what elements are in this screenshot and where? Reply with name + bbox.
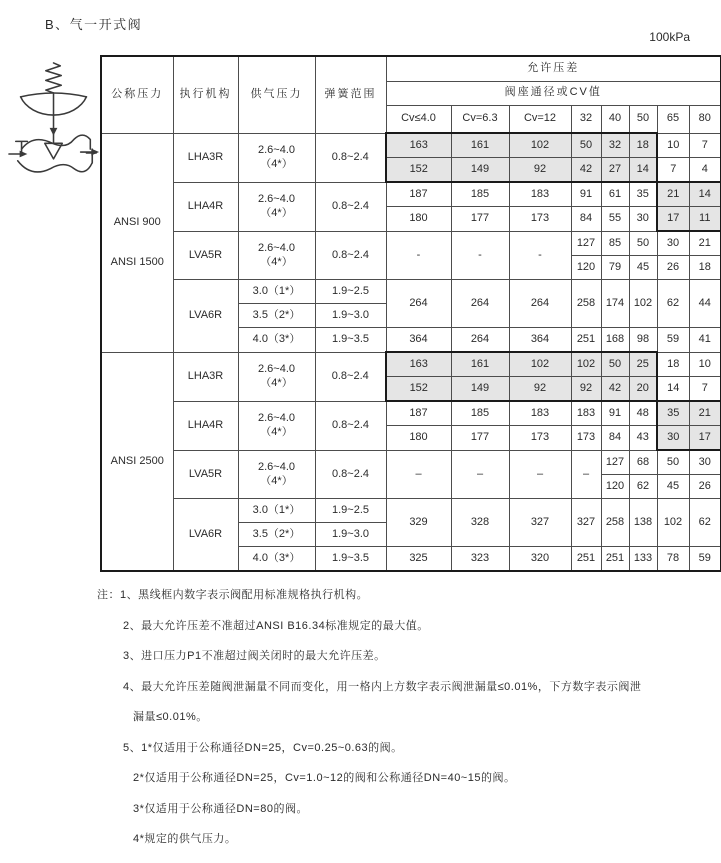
actuator-cell: LVA5R: [173, 231, 238, 280]
value-cell: –: [451, 450, 509, 499]
value-cell: –: [509, 450, 571, 499]
value-cell: -: [386, 231, 451, 280]
value-cell: 173: [509, 207, 571, 232]
value-cell: 320: [509, 547, 571, 572]
table-row: [101, 450, 721, 475]
value-cell: –: [386, 450, 451, 499]
value-cell: 264: [451, 280, 509, 328]
supply-pressure-cell: 3.0（1*）: [238, 280, 315, 304]
seat-diameter-cv-header: 阀座通径或CV值: [386, 81, 721, 105]
value-cell: 59: [657, 328, 689, 353]
unit-label: 100kPa: [649, 30, 690, 44]
actuator-cell: LVA6R: [173, 280, 238, 353]
actuator-cell: LVA5R: [173, 450, 238, 499]
spring-range-cell: 1.9~3.5: [315, 328, 386, 353]
note-line: 3*仅适用于公称通径DN=80的阀。: [133, 802, 308, 815]
value-cell: 102: [571, 352, 601, 377]
value-cell: 26: [657, 256, 689, 280]
value-cell: 91: [601, 401, 629, 426]
value-cell: 92: [509, 377, 571, 402]
spec-table: [100, 55, 721, 572]
value-cell: 258: [601, 499, 629, 547]
value-cell: -: [451, 231, 509, 280]
value-cell: 133: [629, 547, 657, 572]
value-cell: 187: [386, 182, 451, 207]
table-row: [101, 133, 721, 158]
value-cell: 25: [629, 352, 657, 377]
value-cell: 173: [509, 426, 571, 451]
supply-pressure-cell: 3.0（1*）: [238, 499, 315, 523]
inlet-arrow: [20, 151, 28, 158]
value-cell: 180: [386, 207, 451, 232]
cv-column-header: 32: [571, 105, 601, 133]
value-cell: 7: [657, 158, 689, 183]
value-cell: 55: [601, 207, 629, 232]
actuator-cell: LVA6R: [173, 499, 238, 572]
value-cell: 4: [689, 158, 721, 183]
supply-pressure-cell: 2.6~4.0 （4*）: [238, 450, 315, 499]
actuator-cell: LHA3R: [173, 352, 238, 401]
value-cell: 177: [451, 426, 509, 451]
value-cell: 102: [629, 280, 657, 328]
value-cell: 62: [689, 499, 721, 547]
column-header: 弹簧范围: [315, 56, 386, 133]
value-cell: 79: [601, 256, 629, 280]
spring-range-cell: 0.8~2.4: [315, 133, 386, 182]
value-cell: 21: [689, 231, 721, 256]
value-cell: 251: [601, 547, 629, 572]
value-cell: 251: [571, 328, 601, 353]
value-cell: 30: [629, 207, 657, 232]
column-header: 公称压力: [101, 56, 173, 133]
page-title: B、气一开式阀: [45, 17, 143, 32]
supply-pressure-cell: 4.0（3*）: [238, 328, 315, 353]
pressure-class-cell: ANSI 2500: [101, 352, 173, 571]
spring-range-cell: 1.9~3.0: [315, 523, 386, 547]
pneumatic-valve-schematic-icon: [8, 58, 100, 188]
value-cell: 27: [601, 158, 629, 183]
value-cell: 32: [601, 133, 629, 158]
value-cell: 45: [657, 475, 689, 499]
supply-pressure-cell: 3.5（2*）: [238, 304, 315, 328]
value-cell: 325: [386, 547, 451, 572]
value-cell: 163: [386, 352, 451, 377]
actuator-cell: LHA4R: [173, 401, 238, 450]
value-cell: 102: [509, 133, 571, 158]
value-cell: 127: [601, 450, 629, 475]
table-row: [101, 182, 721, 207]
value-cell: 21: [689, 401, 721, 426]
value-cell: 44: [689, 280, 721, 328]
supply-pressure-cell: 2.6~4.0 （4*）: [238, 133, 315, 182]
value-cell: 50: [601, 352, 629, 377]
value-cell: 18: [689, 256, 721, 280]
value-cell: 183: [509, 182, 571, 207]
value-cell: 92: [571, 377, 601, 402]
table-row: [101, 280, 721, 304]
value-cell: 59: [689, 547, 721, 572]
cv-column-header: 65: [657, 105, 689, 133]
value-cell: 328: [451, 499, 509, 547]
value-cell: 84: [571, 207, 601, 232]
value-cell: 323: [451, 547, 509, 572]
note-line: 漏量≤0.01%。: [133, 711, 208, 723]
value-cell: 43: [629, 426, 657, 451]
spring-range-cell: 1.9~2.5: [315, 280, 386, 304]
value-cell: 61: [601, 182, 629, 207]
pressure-class-cell: ANSI 900 ANSI 1500: [101, 133, 173, 352]
value-cell: -: [509, 231, 571, 280]
value-cell: 149: [451, 377, 509, 402]
column-header: 执行机构: [173, 56, 238, 133]
value-cell: 35: [629, 182, 657, 207]
value-cell: 26: [689, 475, 721, 499]
value-cell: 11: [689, 207, 721, 232]
value-cell: 258: [571, 280, 601, 328]
value-cell: 48: [629, 401, 657, 426]
value-cell: 17: [689, 426, 721, 451]
value-cell: 187: [386, 401, 451, 426]
value-cell: 138: [629, 499, 657, 547]
cv-column-header: Cv=6.3: [451, 105, 509, 133]
value-cell: 120: [571, 256, 601, 280]
spring-range-cell: 0.8~2.4: [315, 182, 386, 231]
note-line: 4、最大允许压差随阀泄漏量不同而变化，用一格内上方数字表示阀泄漏量≤0.01%，下方数字表示阀泄: [123, 680, 642, 693]
value-cell: 18: [657, 352, 689, 377]
outlet-arrow: [91, 149, 99, 156]
value-cell: 20: [629, 377, 657, 402]
value-cell: 17: [657, 207, 689, 232]
value-cell: 161: [451, 133, 509, 158]
actuator-cell: LHA3R: [173, 133, 238, 182]
value-cell: 183: [509, 401, 571, 426]
value-cell: 78: [657, 547, 689, 572]
value-cell: 92: [509, 158, 571, 183]
value-cell: 163: [386, 133, 451, 158]
supply-pressure-cell: 2.6~4.0 （4*）: [238, 231, 315, 280]
value-cell: 7: [689, 377, 721, 402]
value-cell: 21: [657, 182, 689, 207]
value-cell: 251: [571, 547, 601, 572]
value-cell: 84: [601, 426, 629, 451]
note-line: 4*规定的供气压力。: [133, 833, 237, 845]
supply-pressure-cell: 2.6~4.0 （4*）: [238, 182, 315, 231]
value-cell: 45: [629, 256, 657, 280]
value-cell: –: [571, 450, 601, 499]
value-cell: 14: [689, 182, 721, 207]
value-cell: 18: [629, 133, 657, 158]
table-row: [101, 401, 721, 426]
notes-section: [97, 588, 641, 863]
table-row: [101, 352, 721, 377]
actuator-cell: LHA4R: [173, 182, 238, 231]
value-cell: 102: [509, 352, 571, 377]
value-cell: 168: [601, 328, 629, 353]
value-cell: 30: [657, 231, 689, 256]
value-cell: 127: [571, 231, 601, 256]
column-header: 供气压力: [238, 56, 315, 133]
cv-column-header: 80: [689, 105, 721, 133]
body-upper-curve: [22, 135, 91, 149]
value-cell: 50: [629, 231, 657, 256]
value-cell: 42: [571, 158, 601, 183]
value-cell: 85: [601, 231, 629, 256]
spring-range-cell: 0.8~2.4: [315, 401, 386, 450]
stem-arrow: [50, 128, 58, 136]
table-row: [101, 231, 721, 256]
supply-pressure-cell: 2.6~4.0 （4*）: [238, 352, 315, 401]
note-line: 2*仅适用于公称通径DN=25，Cv=1.0~12的阀和公称通径DN=40~15的阀。: [133, 772, 516, 784]
value-cell: 62: [629, 475, 657, 499]
note-line: 2、最大允许压差不准超过ANSI B16.34标准规定的最大值。: [123, 619, 429, 632]
value-cell: 327: [571, 499, 601, 547]
cv-column-header: 50: [629, 105, 657, 133]
value-cell: 185: [451, 182, 509, 207]
value-cell: 62: [657, 280, 689, 328]
note-line: 3、进口压力P1不准超过阀关闭时的最大允许压差。: [123, 650, 386, 662]
value-cell: 14: [657, 377, 689, 402]
supply-pressure-cell: 2.6~4.0 （4*）: [238, 401, 315, 450]
value-cell: 264: [386, 280, 451, 328]
spring-range-cell: 1.9~3.0: [315, 304, 386, 328]
spring-range-cell: 0.8~2.4: [315, 352, 386, 401]
value-cell: 14: [629, 158, 657, 183]
supply-pressure-cell: 3.5（2*）: [238, 523, 315, 547]
value-cell: 264: [509, 280, 571, 328]
value-cell: 173: [571, 426, 601, 451]
value-cell: 42: [601, 377, 629, 402]
value-cell: 264: [451, 328, 509, 353]
value-cell: 10: [689, 352, 721, 377]
value-cell: 120: [601, 475, 629, 499]
value-cell: 152: [386, 158, 451, 183]
value-cell: 35: [657, 401, 689, 426]
value-cell: 161: [451, 352, 509, 377]
spring-range-cell: 1.9~2.5: [315, 499, 386, 523]
value-cell: 185: [451, 401, 509, 426]
value-cell: 102: [657, 499, 689, 547]
value-cell: 327: [509, 499, 571, 547]
value-cell: 183: [571, 401, 601, 426]
value-cell: 364: [386, 328, 451, 353]
value-cell: 180: [386, 426, 451, 451]
cv-column-header: 40: [601, 105, 629, 133]
spring-glyph: [46, 63, 61, 93]
value-cell: 10: [657, 133, 689, 158]
value-cell: 30: [689, 450, 721, 475]
value-cell: 329: [386, 499, 451, 547]
value-cell: 91: [571, 182, 601, 207]
cv-column-header: Cv=12: [509, 105, 571, 133]
value-cell: 41: [689, 328, 721, 353]
note-line: 注：1、黑线框内数字表示阀配用标准规格执行机构。: [97, 589, 369, 601]
table-row: [101, 499, 721, 523]
note-line: 5、1*仅适用于公称通径DN=25，Cv=0.25~0.63的阀。: [123, 741, 403, 754]
value-cell: 149: [451, 158, 509, 183]
left-flange: [16, 141, 28, 153]
value-cell: 98: [629, 328, 657, 353]
spring-range-cell: 0.8~2.4: [315, 450, 386, 499]
spring-range-cell: 1.9~3.5: [315, 547, 386, 572]
value-cell: 177: [451, 207, 509, 232]
value-cell: 68: [629, 450, 657, 475]
value-cell: 50: [657, 450, 689, 475]
value-cell: 174: [601, 280, 629, 328]
value-cell: 7: [689, 133, 721, 158]
cv-column-header: Cv≤4.0: [386, 105, 451, 133]
value-cell: 364: [509, 328, 571, 353]
spring-range-cell: 0.8~2.4: [315, 231, 386, 280]
value-cell: 30: [657, 426, 689, 451]
allowable-pressure-diff-header: 允许压差: [386, 56, 721, 81]
supply-pressure-cell: 4.0（3*）: [238, 547, 315, 572]
value-cell: 50: [571, 133, 601, 158]
value-cell: 152: [386, 377, 451, 402]
